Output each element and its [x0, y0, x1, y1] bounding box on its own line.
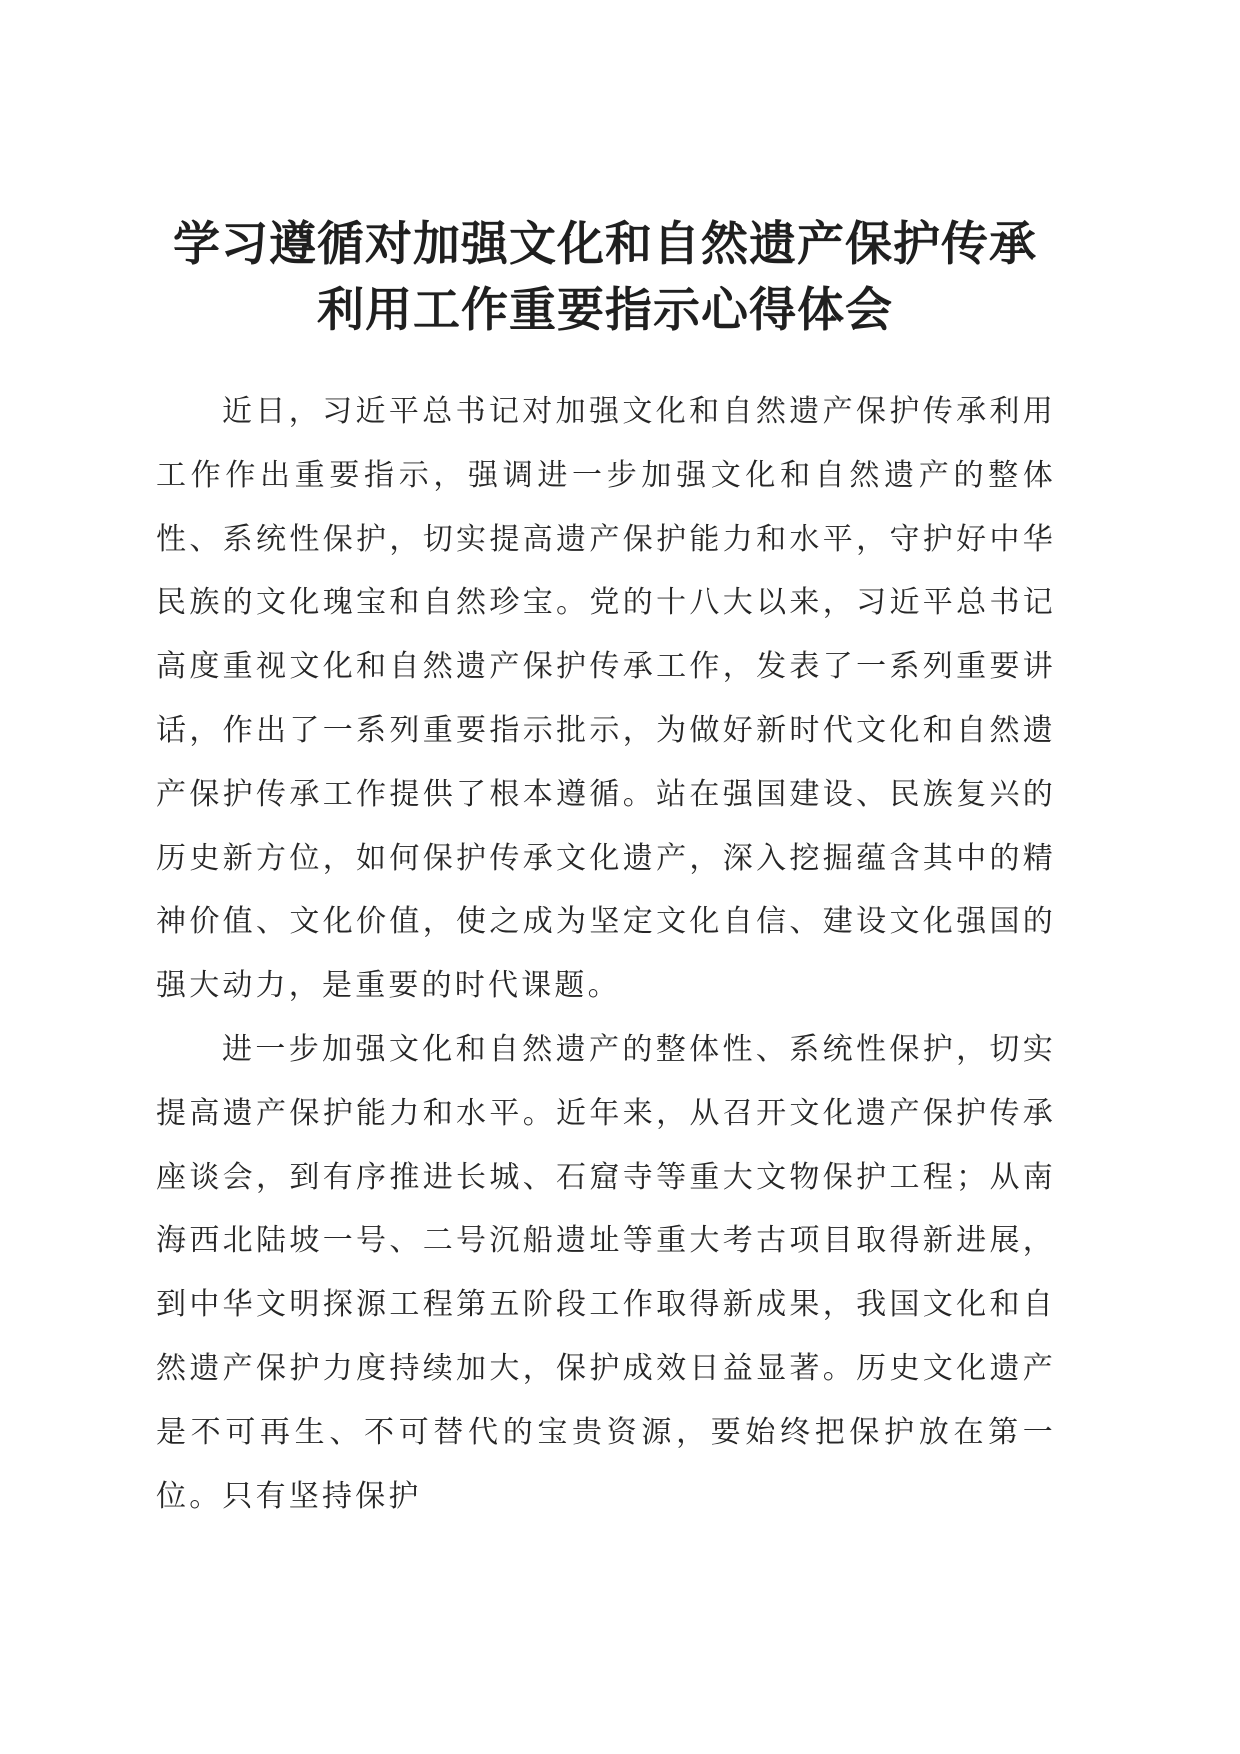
paragraph: 近日，习近平总书记对加强文化和自然遗产保护传承利用工作作出重要指示，强调进一步加强文化和自然遗产的整体性、系统性保护，切实提高遗产保护能力和水平，守护好中华民族的文化瑰宝和自然珍宝。党的十八大以来，习近平总书记高度重视文化和自然遗产保护传承工作，发表了一系列重要讲话，作出了一系列重要指示批示，为做好新时代文化和自然遗产保护传承工作提供了根本遵循。站在强国建设、民族复兴的历史新方位，如何保护传承文化遗产，深入挖掘蕴含其中的精神价值、文化价值，使之成为坚定文化自信、建设文化强国的强大动力，是重要的时代课题。 [156, 394, 1056, 1004]
document-body [156, 380, 1056, 1528]
document-title: 学习遵循对加强文化和自然遗产保护传承利用工作重要指示心得体会 [173, 217, 1037, 338]
paragraph: 进一步加强文化和自然遗产的整体性、系统性保护，切实提高遗产保护能力和水平。近年来，从召开文化遗产保护传承座谈会，到有序推进长城、石窟寺等重大文物保护工程；从南海西北陆坡一号、二号沉船遗址等重大考古项目取得新进展，到中华文明探源工程第五阶段工作取得新成果，我国文化和自然遗产保护力度持续加大，保护成效日益显著。历史文化遗产是不可再生、不可替代的宝贵资源，要始终把保护放在第一位。只有坚持保护 [156, 1031, 1056, 1514]
